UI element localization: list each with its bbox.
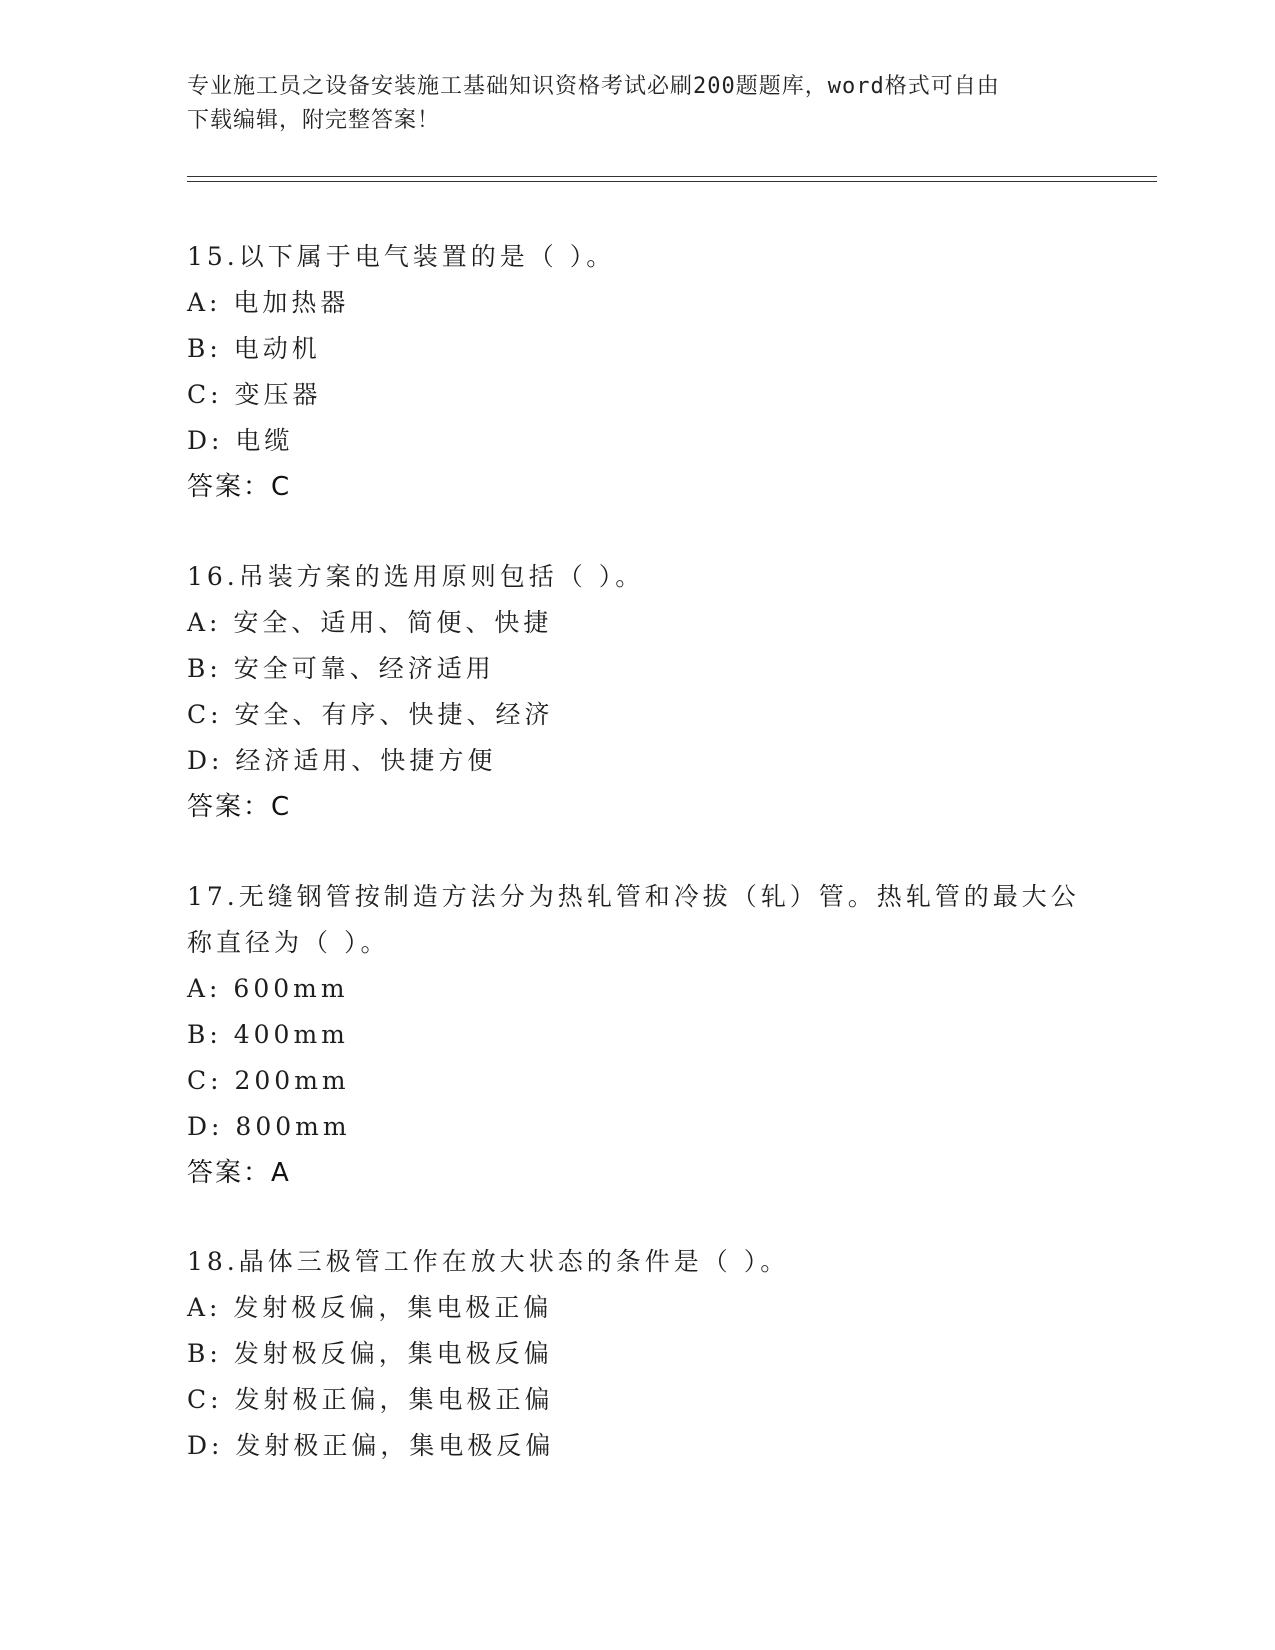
question-stem: 15.以下属于电气装置的是（ ）。	[187, 242, 616, 271]
header-line-1: 专业施工员之设备安装施工基础知识资格考试必刷200题题库，word格式可自由	[187, 74, 1000, 99]
question-stem: 18.晶体三极管工作在放大状态的条件是（ ）。	[187, 1247, 790, 1276]
option-a: A: 安全、适用、简便、快捷	[187, 608, 553, 637]
option-d: D: 发射极正偏，集电极反偏	[187, 1431, 555, 1460]
question-stem: 17.无缝钢管按制造方法分为热轧管和冷拔（轧）管。热轧管的最大公称直径为（ ）。	[187, 882, 1080, 957]
option-d: D: 经济适用、快捷方便	[187, 746, 497, 775]
option-c: C: 发射极正偏，集电极正偏	[187, 1385, 554, 1414]
option-a: A: 600mm	[187, 974, 349, 1003]
option-d: D: 800mm	[187, 1112, 351, 1141]
question-stem: 16.吊装方案的选用原则包括（ ）。	[187, 562, 645, 591]
option-b: B: 400mm	[187, 1020, 349, 1049]
question-18	[187, 1239, 1087, 1469]
option-a: A: 发射极反偏，集电极正偏	[187, 1293, 553, 1322]
option-d: D: 电缆	[187, 426, 294, 455]
document-header	[187, 70, 1087, 138]
question-16	[187, 554, 1087, 830]
option-b: B: 安全可靠、经济适用	[187, 654, 495, 683]
option-c: C: 200mm	[187, 1066, 350, 1095]
option-b: B: 发射极反偏，集电极反偏	[187, 1339, 553, 1368]
header-line-2: 下载编辑，附完整答案！	[187, 108, 441, 133]
question-17	[187, 874, 1087, 1196]
answer-line: 答案：A	[187, 1158, 291, 1188]
option-c: C: 安全、有序、快捷、经济	[187, 700, 554, 729]
answer-line: 答案：C	[187, 792, 292, 822]
option-c: C: 变压器	[187, 380, 322, 409]
question-15	[187, 234, 1087, 510]
header-divider-top	[187, 176, 1157, 177]
header-divider-bottom	[187, 181, 1157, 182]
answer-line: 答案：C	[187, 472, 292, 502]
option-b: B: 电动机	[187, 334, 321, 363]
option-a: A: 电加热器	[187, 288, 350, 317]
